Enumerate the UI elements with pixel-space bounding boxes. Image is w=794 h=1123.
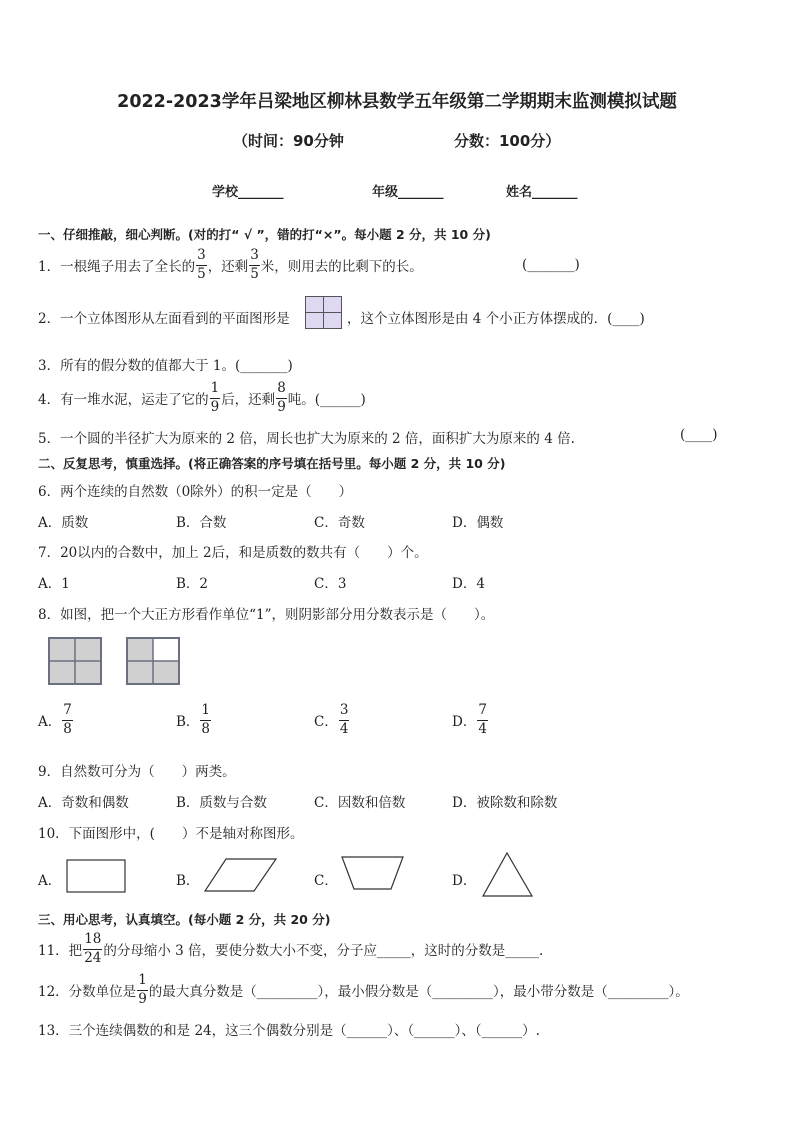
q12-text-a: 12．分数单位是: [38, 984, 137, 1000]
q10-option-b[interactable]: B．: [176, 873, 200, 889]
triangle-shape: [482, 852, 534, 898]
q5-answer-blank[interactable]: (____): [680, 427, 718, 443]
question-9: 9．自然数可分为（ ）两类。: [38, 764, 236, 780]
question-1: [38, 247, 423, 282]
q4-fraction-left: $\frac{8}{9}$: [277, 380, 286, 415]
q1-text-a: 1．一根绳子用去了全长的: [38, 259, 196, 275]
q1-text-c: 米，则用去的比剩下的长。: [260, 259, 423, 275]
q8-c-fraction: $\frac{3}{4}$: [339, 702, 349, 737]
section-2-heading: 二、反复思考，慎重选择。(将正确答案的序号填在括号里。每小题 2 分，共 10 分): [38, 456, 506, 471]
q8-option-c[interactable]: C． $\frac{3}{4}$: [314, 702, 349, 737]
parallelogram-shape: [204, 858, 278, 894]
q1-answer-blank[interactable]: (_______): [522, 257, 580, 273]
grade-field[interactable]: 年级_______: [372, 185, 444, 200]
question-13: 13．三个连续偶数的和是 24，这三个偶数分别是（______）、（______）、（______）.: [38, 1023, 540, 1039]
q4-text-b: 后，还剩: [221, 392, 276, 408]
page-title: 2022-2023学年吕梁地区柳林县数学五年级第二学期期末监测模拟试题: [117, 92, 677, 112]
left-view-grid-icon: [305, 296, 343, 330]
partial-square-figure: [126, 637, 180, 685]
q7-option-c[interactable]: C．3: [314, 576, 347, 592]
q4-text-c: 吨。(______): [287, 392, 366, 408]
q10-option-d[interactable]: D．: [452, 873, 477, 889]
q12-text-b: 的最大真分数是（_________），最小假分数是（_________），最小带分数是（_________）。: [148, 984, 689, 1000]
q7-option-a[interactable]: A．1: [38, 576, 70, 592]
q8-d-fraction: $\frac{7}{4}$: [478, 702, 487, 737]
q2-text-a: 2．一个立体图形从左面看到的平面图形是: [38, 311, 290, 327]
full-square-figure: [48, 637, 102, 685]
exam-score: 分数：100分）: [454, 132, 561, 150]
q6-option-d[interactable]: D．偶数: [452, 515, 504, 531]
q8-option-a[interactable]: A． $\frac{7}{8}$: [38, 702, 72, 737]
q8-b-fraction: $\frac{1}{8}$: [201, 702, 211, 737]
q10-option-c[interactable]: C．: [314, 873, 338, 889]
question-7: 7．20以内的合数中，加上 2后，和是质数的数共有（ ）个。: [38, 545, 428, 561]
q4-fraction-taken: $\frac{1}{9}$: [210, 380, 220, 415]
q2-text-b: ，这个立体图形是由 4 个小正方体摆成的．(____): [347, 311, 645, 327]
q6-option-c[interactable]: C．奇数: [314, 515, 365, 531]
q1-fraction-left: $\frac{3}{5}$: [250, 247, 259, 282]
question-3: 3．所有的假分数的值都大于 1。(_______): [38, 358, 293, 374]
question-8: 8．如图，把一个大正方形看作单位“1”，则阴影部分用分数表示是（ ）。: [38, 607, 495, 623]
exam-time: （时间：90分钟: [233, 132, 344, 150]
q7-option-d[interactable]: D．4: [452, 576, 485, 592]
question-5: 5．一个圆的半径扩大为原来的 2 倍，周长也扩大为原来的 2 倍，面积扩大为原来的 4 倍.: [38, 431, 575, 447]
question-4: [38, 382, 366, 414]
q11-text-a: 11．把: [38, 943, 83, 959]
q9-option-c[interactable]: C．因数和倍数: [314, 795, 406, 811]
question-12: [38, 972, 689, 1008]
q10-option-a[interactable]: A．: [38, 873, 62, 889]
q8-a-fraction: $\frac{7}{8}$: [63, 702, 72, 737]
section-1-heading: 一、仔细推敲，细心判断。(对的打“ √ ”，错的打“×”。每小题 2 分，共 10 分): [38, 227, 491, 242]
q11-fraction: $\frac{18}{24}$: [84, 931, 102, 966]
q9-option-d[interactable]: D．被除数和除数: [452, 795, 558, 811]
section-3-heading: 三、用心思考，认真填空。(每小题 2 分，共 20 分): [38, 912, 331, 927]
rectangle-shape: [66, 859, 128, 895]
name-field[interactable]: 姓名_______: [506, 185, 578, 200]
q1-fraction-used: $\frac{3}{5}$: [197, 247, 206, 282]
trapezoid-shape: [341, 856, 405, 892]
q8-option-d[interactable]: D． $\frac{7}{4}$: [452, 702, 487, 737]
q6-option-b[interactable]: B．合数: [176, 515, 227, 531]
q8-option-b[interactable]: B． $\frac{1}{8}$: [176, 702, 211, 737]
q7-option-b[interactable]: B．2: [176, 576, 209, 592]
question-10: 10．下面图形中，( ）不是轴对称图形。: [38, 826, 304, 842]
q1-text-b: ，还剩: [207, 259, 249, 275]
question-11: [38, 932, 543, 966]
q11-text-b: 的分母缩小 3 倍，要使分数大小不变，分子应_____，这时的分数是_____.: [103, 943, 544, 959]
q9-option-a[interactable]: A．奇数和偶数: [38, 795, 129, 811]
q12-fraction: $\frac{1}{9}$: [138, 972, 147, 1007]
q9-option-b[interactable]: B．质数与合数: [176, 795, 267, 811]
q4-text-a: 4．有一堆水泥，运走了它的: [38, 392, 209, 408]
school-field[interactable]: 学校_______: [212, 185, 284, 200]
q6-option-a[interactable]: A．质数: [38, 515, 89, 531]
question-6: 6．两个连续的自然数（0除外）的积一定是（ ）: [38, 484, 353, 500]
